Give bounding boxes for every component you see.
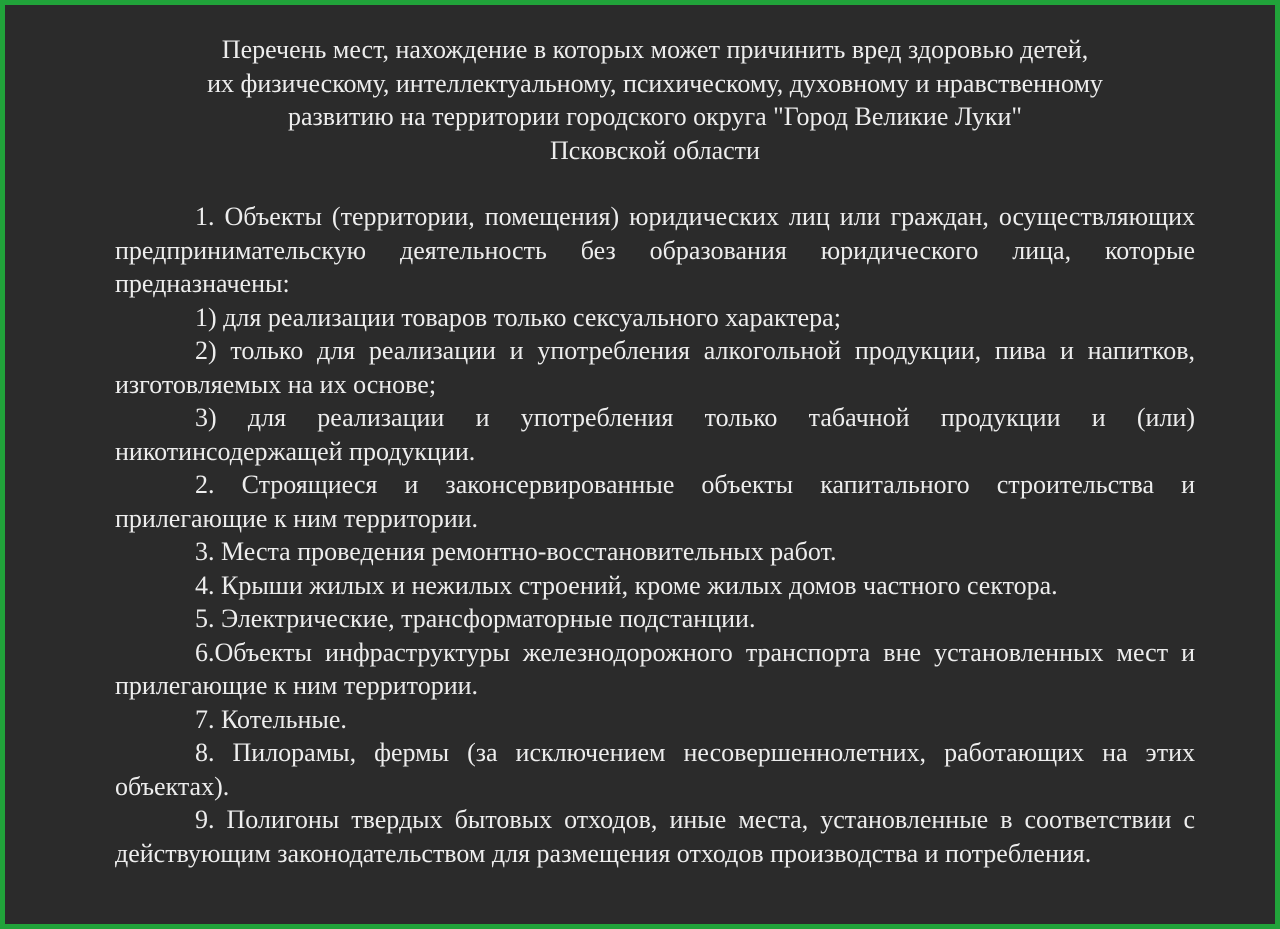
sub-item-2: 2) только для реализации и употребления алкогольной продукции, пива и напитков, изготовляемых на их основе; (115, 336, 1195, 399)
document-title (115, 33, 1195, 167)
list-item-4: 4. Крыши жилых и нежилых строений, кроме жилых домов частного сектора. (195, 570, 1058, 600)
document-content (115, 33, 1195, 870)
list-item-7: 7. Котельные. (195, 704, 347, 734)
title-line: развитию на территории городского округа "Город Великие Луки" (287, 102, 1023, 131)
document-body (115, 200, 1195, 870)
title-line: Перечень мест, нахождение в которых может причинить вред здоровью детей, (221, 35, 1089, 64)
sub-item-3: 3) для реализации и употребления только табачной продукции и (или) никотинсодержащей продукции. (115, 403, 1195, 466)
list-item-3: 3. Места проведения ремонтно-восстановительных работ. (195, 537, 837, 566)
list-item-1: 1. Объекты (территории, помещения) юридических лиц или граждан, осуществляющих предпринимательскую деятельность без образования юридического лица, которые предназначены: (115, 202, 1195, 298)
title-line: их физическому, интеллектуальному, психическому, духовному и нравственному (207, 68, 1103, 98)
sub-item-1: 1) для реализации товаров только сексуального характера; (195, 302, 841, 332)
list-item-5: 5. Электрические, трансформаторные подстанции. (195, 604, 756, 633)
list-item-9: 9. Полигоны твердых бытовых отходов, иные места, установленные в соответствии с действующим законодательством для размещения отходов производства и потребления. (115, 805, 1195, 868)
title-line: Псковской области (550, 135, 760, 165)
list-item-2: 2. Строящиеся и законсервированные объекты капитального строительства и прилегающие к ним территории. (115, 470, 1195, 533)
list-item-6: 6.Объекты инфраструктуры железнодорожного транспорта вне установленных мест и прилегающие к ним территории. (115, 637, 1195, 700)
list-item-8: 8. Пилорамы, фермы (за исключением несовершеннолетних, работающих на этих объектах). (115, 738, 1195, 801)
